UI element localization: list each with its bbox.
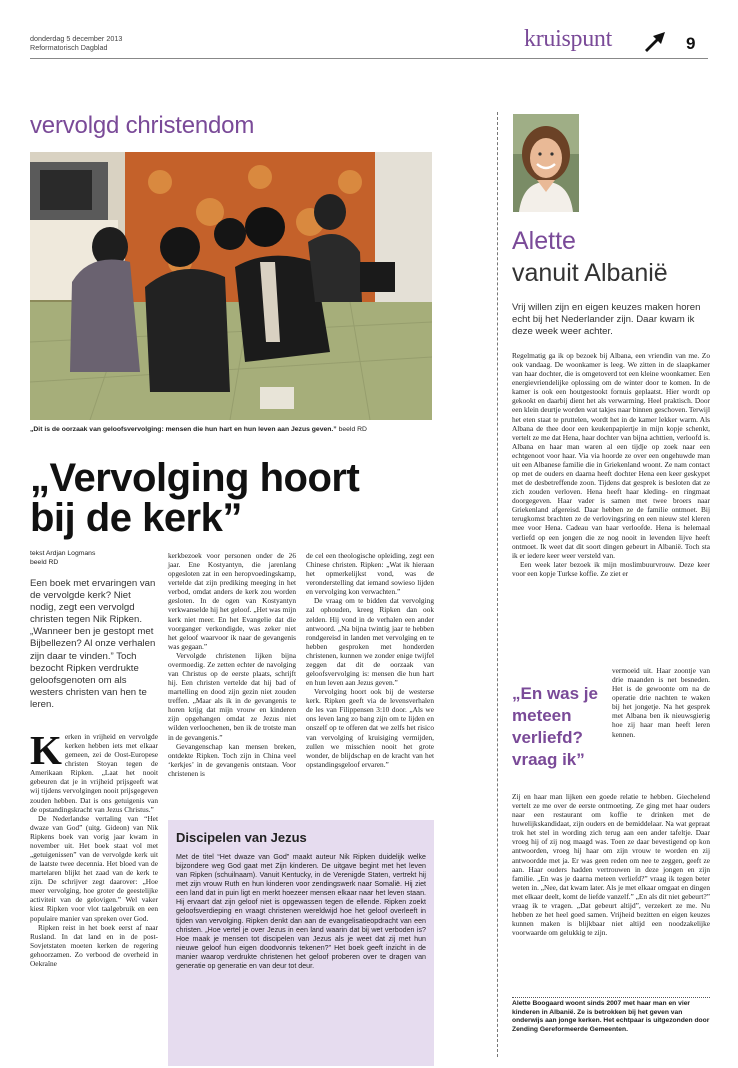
photo-caption [30, 425, 434, 434]
headline-line-1: „Vervolging hoort [30, 456, 360, 500]
article-photo [30, 152, 432, 420]
article-paragraph: Gevangenschap kan mensen breken, ontdekte Ripken. Toch zijn in China veel ‘kerkjes’ in de gevangenis ontstaan. Voor christenen is [168, 741, 296, 778]
section-arrow-icon [643, 30, 669, 52]
article-paragraph [30, 727, 158, 814]
column-paragraph: vermoeid uit. Haar zoontje van drie maanden is net besneden. Het is de gewoonte om na de operatie drie nachten te waken bij het jongetje. Na het gesprek met Albana ben ik nieuwsgierig hoe zij haar man heeft leren kennen. [612, 666, 710, 739]
column-paragraph: Regelmatig ga ik op bezoek bij Albana, een vriendin van me. Zo ook vandaag. De woonkamer is leeg. We zitten in de slaapkamer van haar dochter, die is omgetoverd tot een kleine woonkamer. Een energievriendelijke oplossing om de winter door te komen. In de kamer is ook een houtgestookt fornuis geplaatst. Hier wordt op gekookt en daarbij dient het als verwarming. Heel praktisch. Door een klein deurtje worden wat takjes naar binnen geschoven. Terwijl het eten staat te pruttelen, wordt het in de kamer lekker warm. Als Albana de thee door een keukenpapiertje in mijn kopje schenkt, vertelt ze me dat Hena, haar dochter van bijna achttien, verloofd is. Albana en haar man waren al een tijdje op zoek naar een echtgenoot voor haar. Via via hoorde ze over een ongehuwde man uit een Albanese familie die in Griekenland woont. Ze nam contact op met de ouders en daarna heeft dochter Hena een keer geskypet met de desbetreffende zoon. Tijdens dat gesprek is besloten dat ze zich zouden verloven. Hena heeft haar kleding- en ringmaat doorgegeven. Haar vader is samen met twee broers naar Griekenland afgereisd. Daar hebben ze de familie ontmoet. Bij terugkomst brachten ze de verlovingsring en een nieuw stel kleren mee voor Hena. Cadeau van haar verloofde. Hena is helemaal verliefd op een jongen die ze nog nooit in levenden lijve heeft ontmoet. Ik weet dat dit soort dingen gebeurt in Albanië. Toch sta ik er iedere keer weer versteld van. [512, 351, 710, 560]
byline [30, 550, 95, 567]
article-column-1 [30, 727, 158, 968]
pull-quote: „En was je meteen verliefd? vraag ik” [512, 684, 598, 769]
section-title: kruispunt [524, 26, 612, 52]
column-body-narrow [612, 666, 710, 739]
publication-name: Reformatorisch Dagblad [30, 43, 108, 52]
page-date: donderdag 5 december 2013 [30, 34, 123, 43]
article-paragraph: De vraag om te bidden dat vervolging zal ophouden, kreeg Ripken dan ook zelden. Hij vond in de verhalen een ander antwoord. „Na bijna twintig jaar te hebben rondgereisd in landen met vervolging en te hebben gesproken met honderden christenen, kunnen we zonder enige twijfel zeggen dat dit de oorzaak van geloofsvervolging is: mensen die hun hart en hun leven aan Jezus geven.” [306, 596, 434, 688]
byline-author: tekst Ardjan Logmans [30, 550, 96, 557]
column-divider [497, 112, 498, 1057]
headline-line-2: bij de kerk” [30, 496, 242, 540]
article-headline [30, 458, 359, 538]
column-paragraph: Een week later bezoek ik mijn moslimbuurvrouw. Deze keer voor een kopje Turkse koffie. Ze ziet er [512, 559, 710, 578]
article-kicker: vervolgd christendom [30, 112, 255, 139]
article-column-3 [306, 551, 434, 769]
column-lead: Vrij willen zijn en eigen keuzes maken horen echt bij het Nederlander zijn. Daar kwam ik deze week weer achter. [512, 302, 701, 338]
caption-text: „Dit is de oorzaak van geloofsvervolging: mensen die hun hart en hun leven aan Jezus geven.” [30, 426, 337, 433]
byline-photo-credit: beeld RD [30, 558, 59, 566]
drop-cap: K [30, 727, 62, 773]
columnist-name: Alette [512, 227, 576, 255]
article-intro: Een boek met ervaringen van de vervolgde kerk? Niet nodig, zegt een vervolgd christen tegen Nik Ripken. „Wanneer ben je gestopt met Bijbellezen? Al onze verhalen zijn daar te vinden.” Toch bezocht Ripken verdrukte geloofsgenoten om als westers christen van hen te leren. [30, 578, 156, 710]
columnist-portrait [513, 114, 579, 212]
article-paragraph: de cel een theologische opleiding, zegt een Chinese christen. Ripken: „Wat ik hieraan het opmerkelijkst vond, was de veronderstelling dat iemand sowieso lijden en vervolging kon verwachten.” [306, 551, 434, 597]
sidebar-box [168, 820, 434, 1066]
box-body: Met de titel “Het dwaze van God” maakt auteur Nik Ripken duidelijk welke bijzondere weg God gaat met Zijn kinderen. De uitgave begint met het leven van Ripken (schuilnaam). Vanuit Kentucky, in de Verenigde Staten, vertrekt hij met zijn vrouw Ruth en hun kinderen voor zendingswerk naar Somalië. Hij ziet een land dat in puin ligt en merkt hoezeer mensen elkaar naar het leven staan. Hij ervaart dat zijn geloof niet is opgewassen tegen de ellende. Ripken zoekt geloofsverdieping en vraagt christenen wereldwijd hoe het geloof overleeft in tijden van vervolging. Ripken denkt dan aan de evangelisatieopdracht van een christen. „Hoe vertel je over Jezus in een land waarin dat bij wet verboden is? Hoe maak je mensen tot discipelen van Jezus als je weet dat zij met hun nieuwe geloof hun eigen doodvonnis tekenen?” Het boek geeft inzicht in de manier waarop verdrukte christenen het geloof proberen over te dragen van generatie op generatie en van deur tot deur. [176, 853, 426, 970]
column-paragraph: Zij en haar man lijken een goede relatie te hebben. Giechelend vertelt ze me over de eerste ontmoeting. Ze ging met haar ouders naar een restaurant om koffie te drinken met de huwelijkskandidaat, zijn ouders en de bemiddelaar. Na wat gepraat trok het stel in wording zich terug aan een ander tafeltje. Daar vroeg hij of zij nog maagd was. Toen ze daar bevestigend op kon antwoorden, vroeg hij haar om zijn vrouw te worden en zij antwoordde met ja. Er was geen reden om nee te zeggen, geeft ze aan. Haar ouders hadden vertrouwen in deze jongen en zijn familie. „En was je daarna meteen verliefd?” vraag ik tegen beter weten in. „Nee, dat kwam later. Als je met elkaar omgaat en dingen met elkaar deelt, komt de liefde vanzelf.” „En als dit niet gebeurt?” vraag ik te vragen. „Dat gebeurt altijd”, verzekert ze me. Nu hebben ze het heel goed samen. Vrijheid bezitten en eigen keuzes kunnen maken is blijkbaar niet altijd een noodzakelijke voorwaarde om gelukkig te zijn. [512, 792, 711, 938]
caption-credit: beeld RD [338, 426, 367, 433]
bio-divider [512, 997, 710, 998]
article-paragraph: Vervolging hoort ook bij de westerse kerk. Ripken geeft via de levensverhalen de les van Filippensen 3:10 door. „Als we ons leven lang zo bang zijn om te lijden en onszelf op te offeren dat we zelfs het risico van vervolging of kruisiging vermijden, zullen we misschien nooit het grote wonder, de blijdschap en de kracht van het opstandingsgeloof ervaren.” [306, 687, 434, 769]
article-paragraph: Vervolgde christenen lijken bijna overmoedig. Ze zetten echter de navolging van Christus op de eerste plaats, schrijft hij. Een christen vertelde dat hij bad of martelling en dood zijn gezin niet zouden treffen. „Maar als ik in de gevangenis te horen krijg dat mijn vrouw en kinderen zijn opgehangen omdat ze Jezus niet wilden verloochenen, ben ik de trotste man in de gevangenis.” [168, 650, 296, 742]
author-bio: Alette Boogaard woont sinds 2007 met haar man en vier kinderen in Albanië. Ze is betrokken bij het geven van onderwijs aan jonge kerken. Het echtpaar is uitgezonden door Zending Gereformeerde Gemeenten. [512, 1000, 710, 1033]
article-paragraph: De Nederlandse vertaling van “Het dwaze van God” (uitg. Gideon) van Nik Ripkens boek van vorig jaar kwam in november uit. Het boek staat vol met „getuigenissen” van de vervolgde kerk uit de laatste twee decennia. Het bloed van de martelaren blijkt het zaad van de kerk te zijn. De schrijver zegt daarover: „Hoe meer vervolging, hoe groter de geestelijke activiteit van de gelovigen.” Wel vaker kiest Ripken voor vlot taalgebruik en een populaire manier van spreken over God. [30, 813, 158, 923]
column-body-top [512, 351, 710, 578]
article-paragraph: kerkbezoek voor personen onder de 26 jaar. Ene Kostyantyn, die jarenlang opgesloten zat in een heropvoedingskamp, vertelde dat zijn prediking meeging in het verbod, omdat anders de kerk zou worden gesloten. In de ogen van Kostyantyn verkwanselde hij het geloof. „Het was mijn kerk niet meer. En het Evangelie dat die voorganger verkondigde, was zeker niet het geloof waarvoor ik naar de gevangenis was gegaan.” [168, 551, 296, 651]
header-divider [30, 58, 708, 59]
column-title: vanuit Albanië [512, 259, 668, 287]
dropcap-paragraph-text: erken in vrijheid en vervolgde kerken hebben iets met elkaar gemeen, zei de Oost-Europese christen Stoyan tegen de Amerikaan Ripken. „Laat het nooit gebeuren dat je in vrijheid prijsgeeft wat wij tijdens vervolgingen nooit prijsgegeven zouden hebben. Dat is ons getuigenis van de opstandingskracht van Jezus Christus.” [30, 732, 158, 814]
box-title: Discipelen van Jezus [176, 830, 307, 845]
article-paragraph: Ripken reist in het boek eerst af naar Rusland. In dat land en in de post-Sovjetstaten moeten kerken de regering gehoorzamen. Zo verbood de overheid in Oekraïne [30, 922, 158, 968]
page-number: 9 [686, 34, 696, 53]
column-body-bottom [512, 792, 710, 937]
article-column-2 [168, 551, 296, 778]
